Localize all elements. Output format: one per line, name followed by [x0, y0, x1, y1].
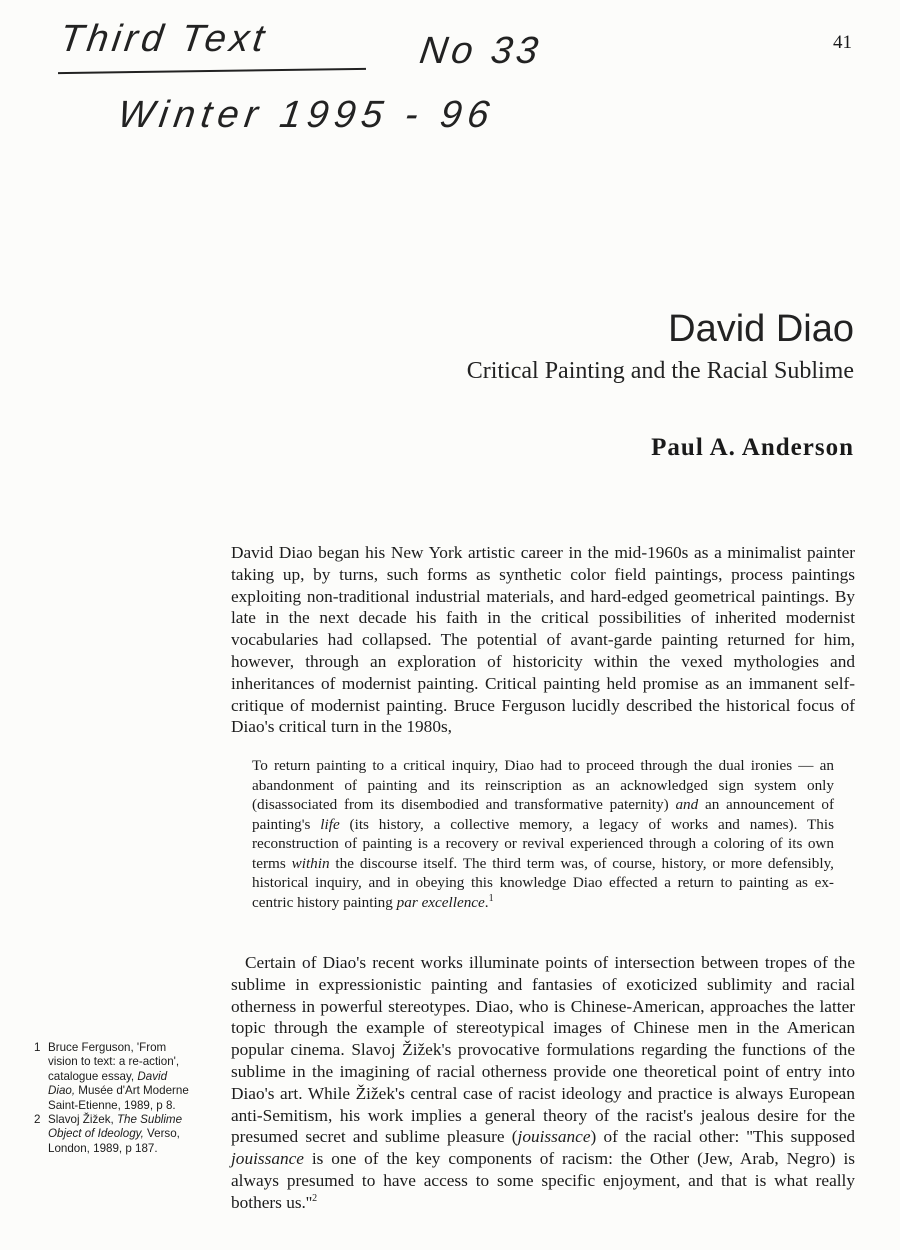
handwritten-journal-name: Third Text [57, 18, 271, 60]
footnote-2: 2 Slavoj Žižek, The Sublime Object of Ideology, Verso, London, 1989, p 187. [34, 1113, 183, 1155]
footnote-number: 2 [34, 1113, 41, 1127]
footnotes [34, 1041, 196, 1156]
footnote-number: 1 [34, 1041, 41, 1054]
footnote-1: 1 Bruce Ferguson, 'From vision to text: a re-action', catalogue essay, David Diao, Musée d'Art Moderne Saint-Etienne, 1989, p 8. [34, 1041, 189, 1112]
article-title: David Diao [668, 308, 854, 350]
block-quote: To return painting to a critical inquiry, Diao had to proceed through the dual ironies — an abandonment of painting and its reinscription as an acknowledged sign system only (disassociated from its disembodied and transformative paternity) and an announcement of painting's life (its history, a collective memory, a legacy of works and names). This reconstruction of painting is a recovery or revival experienced through a coloring of its own terms within the discourse itself. The third term was, of course, history, or more defensibly, historical inquiry, and in obeying this knowledge Diao effected a return to painting as ex-centric history painting par excellence.$^1$ [252, 757, 835, 911]
article-subtitle: Critical Painting and the Racial Sublime [466, 358, 854, 384]
page-number: 41 [833, 32, 852, 53]
body-paragraph-2: Certain of Diao's recent works illuminate points of intersection between tropes of the sublime in expressionistic painting and fantasies of exoticized sublimity and racial otherness in powerful stereotypes. Diao, who is Chinese-American, approaches the latter topic through the example of stereotypical images of Chinese men in the American popular cinema. Slavoj Žižek's provocative formulations regarding the functions of the sublime in the imagining of racial otherness provide one theoretical point of entry into Diao's art. While Žižek's central case of racist ideology and practice is always European anti-Semitism, his work implies a general theory of the racist's jealous desire for the presumed secret and sublime pleasure (jouissance) of the racial other: ''This supposed jouissance is one of the key components of racism: the Other (Jew, Arab, Negro) is always presumed to have access to some specific enjoyment, and that is what really bothers $us.''^2$ [231, 953, 855, 1212]
footnote-ref-2[interactable]: 2 [312, 1193, 318, 1204]
handwritten-issue-number: No 33 [417, 30, 545, 72]
handwritten-date: Winter 1995 - 96 [115, 94, 498, 136]
handwritten-underline [58, 68, 366, 74]
author-name: Paul A. Anderson [651, 434, 854, 461]
footnote-ref-1[interactable]: 1 [488, 892, 494, 904]
body-paragraph-1: David Diao began his New York artistic career in the mid-1960s as a minimalist painter taking up, by turns, such forms as synthetic color field paintings, process paintings exploiting non-traditional industrial materials, and hard-edged geometrical paintings. By late in the next decade his faith in the critical possibilities of inherited modernist vocabularies had collapsed. The potential of avant-garde painting returned for him, however, through an exploration of historicity within the vexed mythologies and inheritances of modernist painting. Critical painting held promise as an immanent self-critique of modernist painting. Bruce Ferguson lucidly described the historical focus of Diao's critical turn in the 1980s, [231, 543, 855, 737]
